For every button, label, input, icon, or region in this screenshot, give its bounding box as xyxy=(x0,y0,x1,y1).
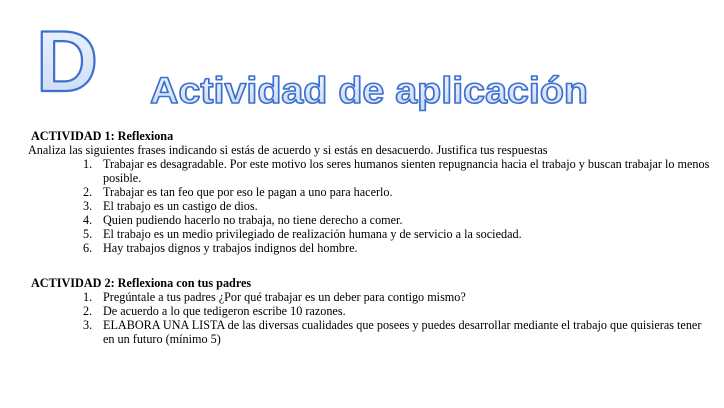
list-item-number: 2. xyxy=(83,304,93,318)
list-item xyxy=(31,318,711,346)
header-graphic xyxy=(0,0,724,120)
list-item-number: 3. xyxy=(83,318,93,332)
actividad-1-list xyxy=(31,157,711,255)
list-item xyxy=(31,227,711,241)
list-item xyxy=(31,241,711,255)
page-header xyxy=(0,0,724,120)
list-item-text: ELABORA UNA LISTA de las diversas cualidades que posees y puedes desarrollar mediante el trabajo que quisieras tener en un futuro (mínimo 5) xyxy=(103,318,702,346)
document-body xyxy=(28,129,711,346)
list-item-number: 4. xyxy=(83,213,93,227)
list-item xyxy=(31,290,711,304)
list-item-number: 6. xyxy=(83,241,93,255)
list-item xyxy=(31,213,711,227)
list-item-number: 5. xyxy=(83,227,93,241)
list-item-text: El trabajo es un medio privilegiado de realización humana y de servicio a la sociedad. xyxy=(103,227,522,241)
list-item-number: 3. xyxy=(83,199,93,213)
list-item-number: 1. xyxy=(83,157,93,171)
actividad-1-intro: Analiza las siguientes frases indicando si estás de acuerdo y si estás en desacuerdo. Justifica tus respuestas xyxy=(28,143,548,157)
actividad-2-heading: ACTIVIDAD 2: Reflexiona con tus padres xyxy=(31,276,252,290)
list-item xyxy=(31,304,711,318)
section-spacer xyxy=(31,255,711,276)
actividad-1-heading: ACTIVIDAD 1: Reflexiona xyxy=(31,129,174,143)
list-item xyxy=(31,185,711,199)
list-item-text: Pregúntale a tus padres ¿Por qué trabajar es un deber para contigo mismo? xyxy=(103,290,466,304)
list-item-text: Quien pudiendo hacerlo no trabaja, no tiene derecho a comer. xyxy=(103,213,403,227)
list-item-number: 1. xyxy=(83,290,93,304)
list-item-text: De acuerdo a lo que tedigeron escribe 10 razones. xyxy=(103,304,346,318)
header-title: Actividad de aplicación xyxy=(150,70,588,111)
list-item xyxy=(31,199,711,213)
list-item-text: Trabajar es tan feo que por eso le pagan a uno para hacerlo. xyxy=(103,185,393,199)
actividad-2-list xyxy=(31,290,711,346)
list-item-text: Hay trabajos dignos y trabajos indignos del hombre. xyxy=(103,241,358,255)
list-item-number: 2. xyxy=(83,185,93,199)
list-item-text: El trabajo es un castigo de dios. xyxy=(103,199,258,213)
list-item-text: Trabajar es desagradable. Por este motivo los seres humanos sienten repugnancia hacia el trabajo y buscan trabajar lo menos posible. xyxy=(103,157,710,185)
list-item xyxy=(31,157,711,185)
header-letter: D xyxy=(36,14,99,110)
